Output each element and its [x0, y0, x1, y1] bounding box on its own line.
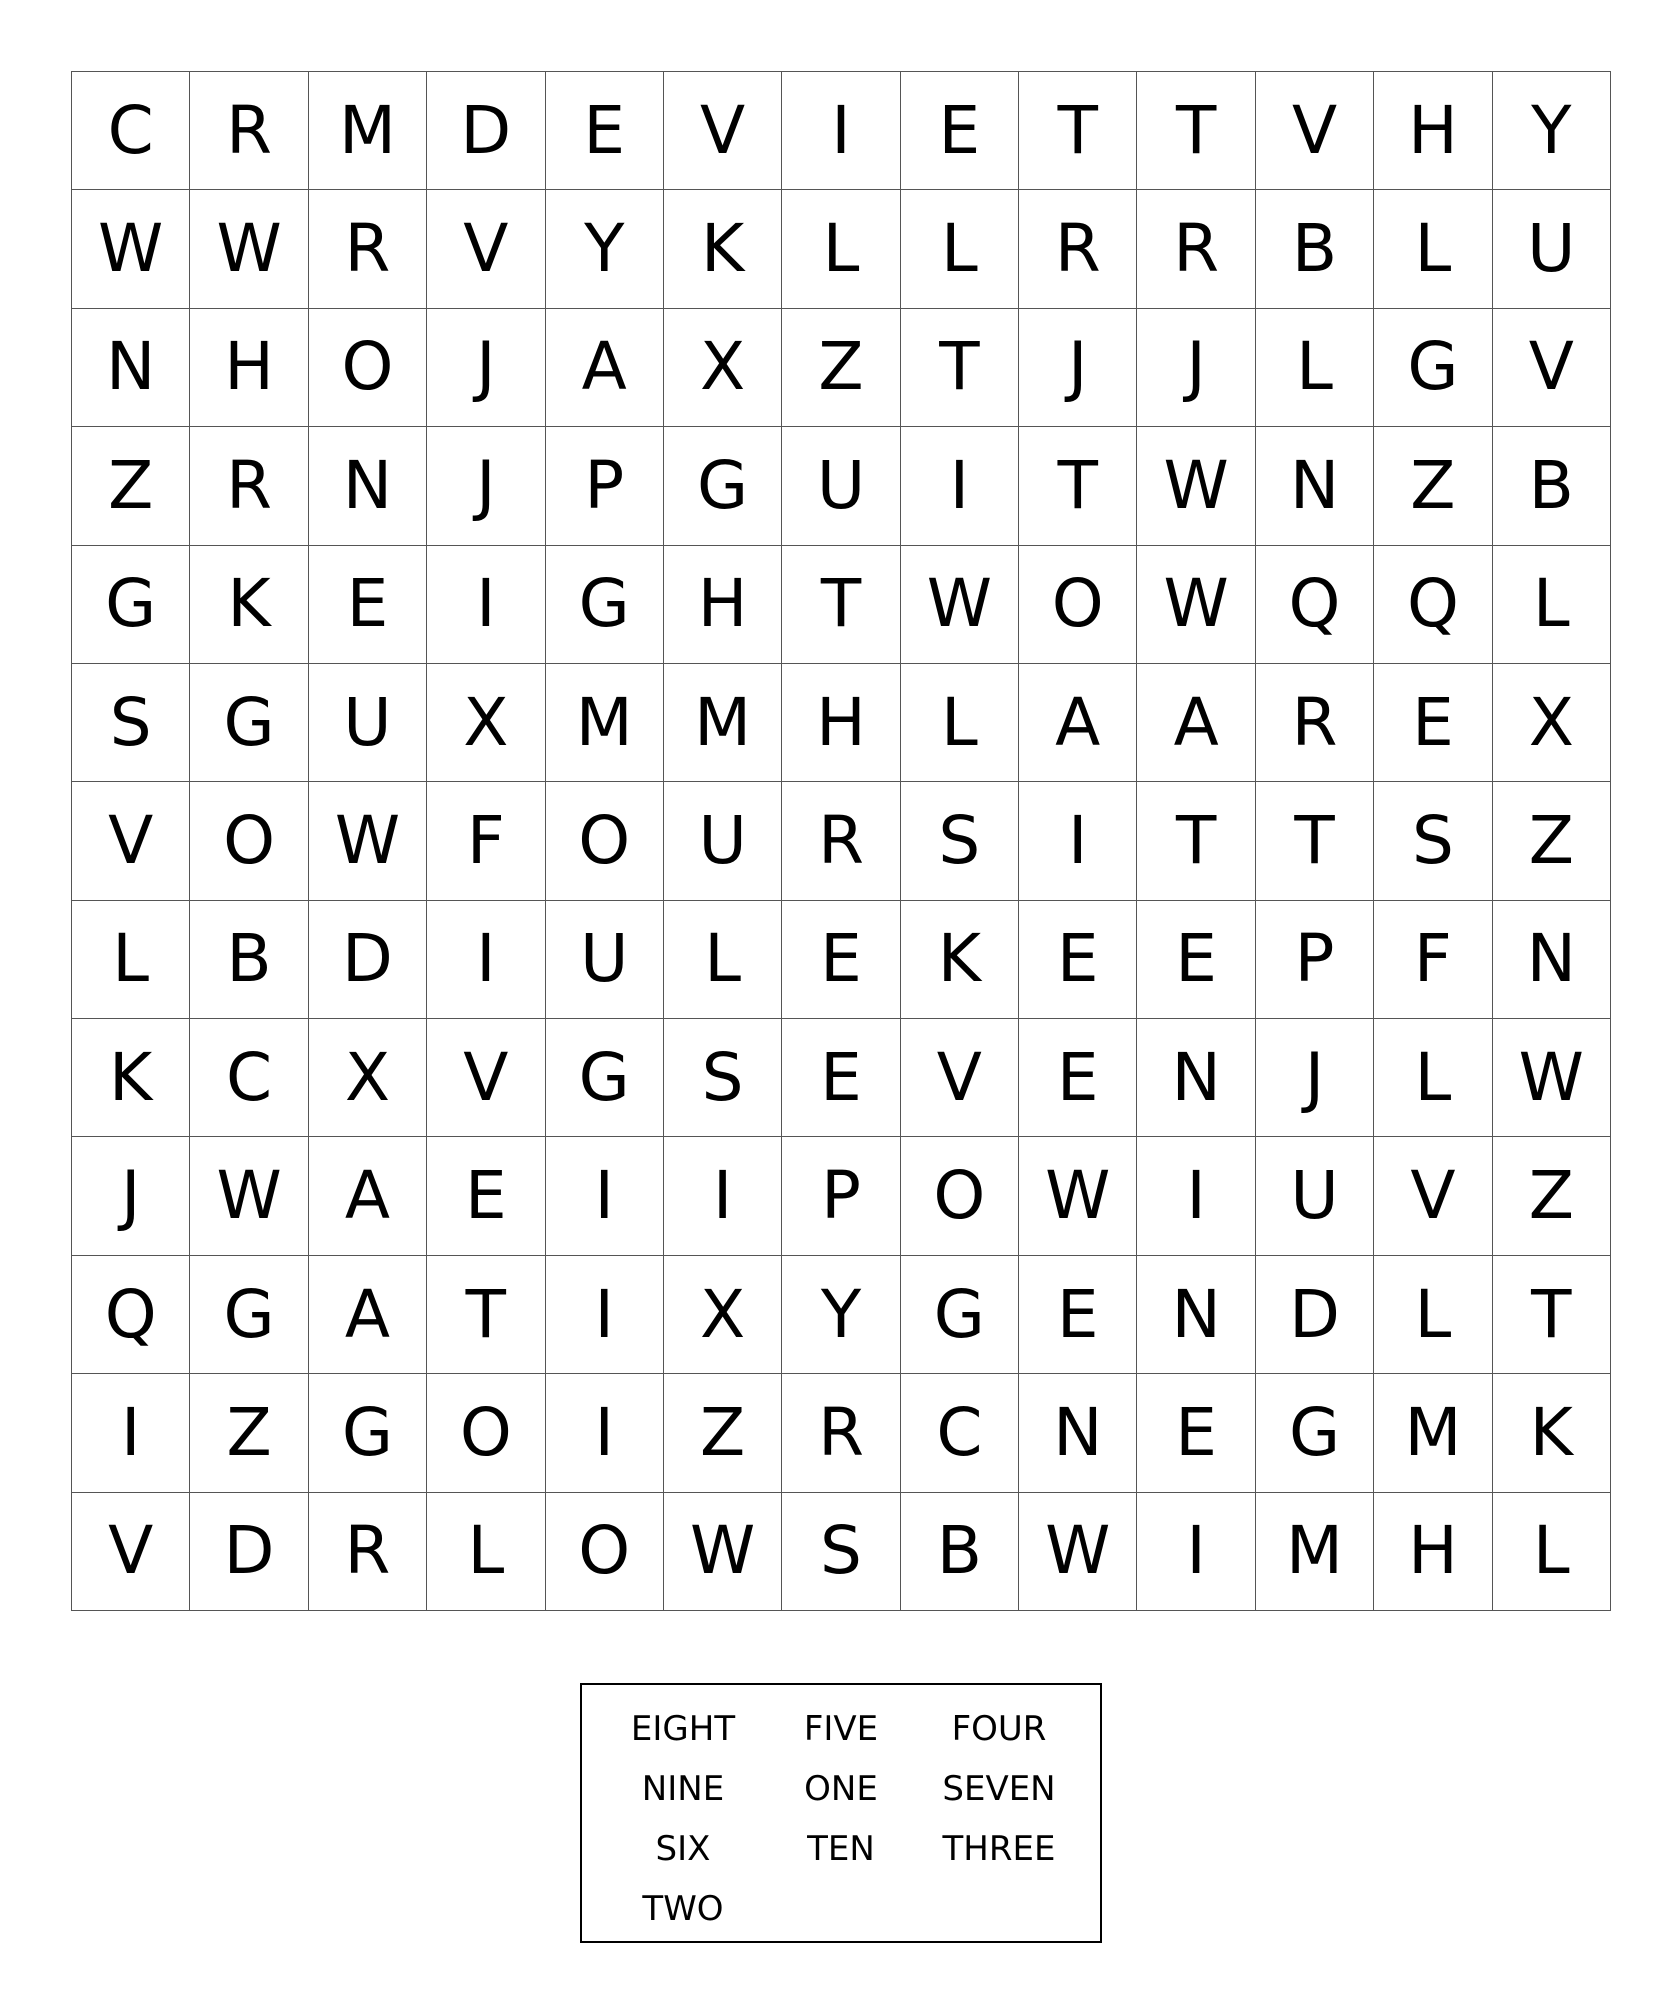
grid-cell[interactable]: N [309, 427, 427, 545]
grid-cell[interactable]: S [901, 782, 1019, 900]
grid-cell[interactable]: X [664, 309, 782, 427]
grid-cell[interactable]: T [1019, 72, 1137, 190]
letter-grid [71, 71, 1611, 1611]
grid-cell[interactable]: O [190, 782, 308, 900]
grid-cell[interactable]: O [901, 1137, 1019, 1255]
grid-cell[interactable]: A [309, 1256, 427, 1374]
grid-cell[interactable]: U [664, 782, 782, 900]
grid-cell[interactable]: A [1137, 664, 1255, 782]
grid-cell[interactable]: R [782, 782, 900, 900]
grid-cell[interactable]: F [427, 782, 545, 900]
grid-cell[interactable]: J [72, 1137, 190, 1255]
grid-cell[interactable]: W [1493, 1019, 1611, 1137]
grid-cell[interactable]: Y [1493, 72, 1611, 190]
grid-cell[interactable]: E [1374, 664, 1492, 782]
grid-cell[interactable]: L [901, 664, 1019, 782]
grid-cell[interactable]: K [1493, 1374, 1611, 1492]
grid-cell[interactable]: U [1256, 1137, 1374, 1255]
word-list-item: SEVEN [942, 1769, 1056, 1809]
grid-cell[interactable]: I [427, 546, 545, 664]
grid-cell[interactable]: X [664, 1256, 782, 1374]
grid-cell[interactable]: L [1374, 1019, 1492, 1137]
grid-cell[interactable]: Z [190, 1374, 308, 1492]
grid-cell[interactable]: P [1256, 901, 1374, 1019]
grid-cell[interactable]: D [427, 72, 545, 190]
grid-cell[interactable]: E [1019, 1256, 1137, 1374]
grid-cell[interactable]: I [901, 427, 1019, 545]
grid-cell[interactable]: H [664, 546, 782, 664]
grid-cell[interactable]: I [664, 1137, 782, 1255]
grid-cell[interactable]: Z [782, 309, 900, 427]
grid-cell[interactable]: A [309, 1137, 427, 1255]
grid-cell[interactable]: J [1137, 309, 1255, 427]
grid-cell[interactable]: I [546, 1374, 664, 1492]
grid-cell[interactable]: E [782, 901, 900, 1019]
grid-cell[interactable]: V [72, 1493, 190, 1611]
grid-cell[interactable]: Z [664, 1374, 782, 1492]
grid-cell[interactable]: L [72, 901, 190, 1019]
grid-cell[interactable]: Z [72, 427, 190, 545]
grid-cell[interactable]: U [1493, 190, 1611, 308]
grid-cell[interactable]: N [1019, 1374, 1137, 1492]
grid-cell[interactable]: G [1256, 1374, 1374, 1492]
grid-cell[interactable]: H [1374, 72, 1492, 190]
grid-cell[interactable]: N [72, 309, 190, 427]
grid-cell[interactable]: Q [72, 1256, 190, 1374]
grid-cell[interactable]: S [1374, 782, 1492, 900]
grid-cell[interactable]: I [1137, 1137, 1255, 1255]
grid-cell[interactable]: W [72, 190, 190, 308]
grid-cell[interactable]: V [901, 1019, 1019, 1137]
grid-cell[interactable]: W [901, 546, 1019, 664]
grid-cell[interactable]: L [664, 901, 782, 1019]
grid-cell[interactable]: N [1137, 1019, 1255, 1137]
grid-cell[interactable]: F [1374, 901, 1492, 1019]
grid-cell[interactable]: E [309, 546, 427, 664]
grid-cell[interactable]: K [190, 546, 308, 664]
grid-cell[interactable]: B [1256, 190, 1374, 308]
grid-cell[interactable]: T [1493, 1256, 1611, 1374]
grid-cell[interactable]: B [190, 901, 308, 1019]
grid-cell[interactable]: K [72, 1019, 190, 1137]
grid-cell[interactable]: D [190, 1493, 308, 1611]
grid-cell[interactable]: G [190, 664, 308, 782]
grid-cell[interactable]: I [546, 1137, 664, 1255]
grid-cell[interactable]: L [1374, 190, 1492, 308]
grid-cell[interactable]: N [1493, 901, 1611, 1019]
grid-cell[interactable]: B [1493, 427, 1611, 545]
grid-cell[interactable]: U [782, 427, 900, 545]
grid-cell[interactable]: J [427, 309, 545, 427]
grid-cell[interactable]: M [664, 664, 782, 782]
grid-cell[interactable]: H [782, 664, 900, 782]
grid-cell[interactable]: O [427, 1374, 545, 1492]
grid-cell[interactable]: S [664, 1019, 782, 1137]
grid-cell[interactable]: L [901, 190, 1019, 308]
grid-cell[interactable]: U [546, 901, 664, 1019]
grid-cell[interactable]: G [72, 546, 190, 664]
grid-cell[interactable]: H [190, 309, 308, 427]
grid-cell[interactable]: P [546, 427, 664, 545]
grid-cell[interactable]: W [664, 1493, 782, 1611]
grid-cell[interactable]: E [1137, 1374, 1255, 1492]
grid-cell[interactable]: M [546, 664, 664, 782]
grid-cell[interactable]: V [427, 190, 545, 308]
grid-cell[interactable]: W [1019, 1493, 1137, 1611]
grid-cell[interactable]: O [309, 309, 427, 427]
grid-cell[interactable]: E [1019, 901, 1137, 1019]
grid-cell[interactable]: R [1256, 664, 1374, 782]
grid-cell[interactable]: K [901, 901, 1019, 1019]
grid-cell[interactable]: N [1256, 427, 1374, 545]
grid-cell[interactable]: S [782, 1493, 900, 1611]
grid-cell[interactable]: O [1019, 546, 1137, 664]
grid-cell[interactable]: G [546, 546, 664, 664]
grid-cell[interactable]: E [1019, 1019, 1137, 1137]
grid-cell[interactable]: T [1019, 427, 1137, 545]
grid-cell[interactable]: W [1019, 1137, 1137, 1255]
grid-cell[interactable]: Q [1256, 546, 1374, 664]
grid-cell[interactable]: A [1019, 664, 1137, 782]
word-list-item: TWO [642, 1889, 724, 1929]
grid-cell[interactable]: V [427, 1019, 545, 1137]
grid-cell[interactable]: X [1493, 664, 1611, 782]
grid-cell[interactable]: G [901, 1256, 1019, 1374]
grid-cell[interactable]: Y [782, 1256, 900, 1374]
grid-cell[interactable]: I [782, 72, 900, 190]
grid-cell[interactable]: M [309, 72, 427, 190]
grid-cell[interactable]: Z [1493, 1137, 1611, 1255]
word-list-item: TEN [807, 1829, 875, 1869]
grid-cell[interactable]: G [309, 1374, 427, 1492]
grid-cell[interactable]: I [1019, 782, 1137, 900]
grid-cell[interactable]: R [309, 190, 427, 308]
word-list [580, 1683, 1102, 1943]
grid-cell[interactable]: T [782, 546, 900, 664]
grid-cell[interactable]: G [190, 1256, 308, 1374]
grid-cell[interactable]: L [427, 1493, 545, 1611]
grid-cell[interactable]: R [309, 1493, 427, 1611]
grid-cell[interactable]: D [309, 901, 427, 1019]
grid-cell[interactable]: L [782, 190, 900, 308]
word-list-item: SIX [655, 1829, 711, 1869]
grid-cell[interactable]: C [72, 72, 190, 190]
grid-cell[interactable]: I [546, 1256, 664, 1374]
word-list-item: ONE [804, 1769, 878, 1809]
grid-cell[interactable]: L [1256, 309, 1374, 427]
grid-cell[interactable]: A [546, 309, 664, 427]
word-list-item: THREE [942, 1829, 1056, 1869]
grid-cell[interactable]: I [72, 1374, 190, 1492]
grid-cell[interactable]: Y [546, 190, 664, 308]
grid-cell[interactable]: X [427, 664, 545, 782]
grid-cell[interactable]: Z [1374, 427, 1492, 545]
grid-cell[interactable]: T [1137, 72, 1255, 190]
grid-cell[interactable]: R [1137, 190, 1255, 308]
word-list-item: FIVE [803, 1709, 879, 1749]
grid-cell[interactable]: R [190, 427, 308, 545]
grid-cell[interactable]: D [1256, 1256, 1374, 1374]
grid-cell[interactable]: V [72, 782, 190, 900]
word-list-item: EIGHT [630, 1709, 736, 1749]
grid-cell[interactable]: T [1137, 782, 1255, 900]
grid-cell[interactable]: O [546, 782, 664, 900]
grid-cell[interactable]: N [1137, 1256, 1255, 1374]
grid-cell[interactable]: W [1137, 546, 1255, 664]
grid-cell[interactable]: R [1019, 190, 1137, 308]
grid-cell[interactable]: T [427, 1256, 545, 1374]
grid-cell[interactable]: V [1493, 309, 1611, 427]
grid-cell[interactable]: V [1256, 72, 1374, 190]
grid-cell[interactable]: M [1374, 1374, 1492, 1492]
grid-cell[interactable]: J [1256, 1019, 1374, 1137]
grid-cell[interactable]: E [782, 1019, 900, 1137]
grid-cell[interactable]: T [1256, 782, 1374, 900]
grid-cell[interactable]: P [782, 1137, 900, 1255]
grid-cell[interactable]: Q [1374, 546, 1492, 664]
grid-cell[interactable]: Z [1493, 782, 1611, 900]
grid-cell[interactable]: W [1137, 427, 1255, 545]
word-list-item: FOUR [951, 1709, 1047, 1749]
grid-cell[interactable]: J [427, 427, 545, 545]
grid-cell[interactable]: I [427, 901, 545, 1019]
grid-cell[interactable]: G [1374, 309, 1492, 427]
grid-cell[interactable]: C [190, 1019, 308, 1137]
grid-cell[interactable]: R [190, 72, 308, 190]
grid-cell[interactable]: M [1256, 1493, 1374, 1611]
grid-cell[interactable]: S [72, 664, 190, 782]
grid-cell[interactable]: W [309, 782, 427, 900]
grid-cell[interactable]: W [190, 190, 308, 308]
grid-cell[interactable]: V [664, 72, 782, 190]
grid-cell[interactable]: J [1019, 309, 1137, 427]
grid-cell[interactable]: C [901, 1374, 1019, 1492]
grid-cell[interactable]: E [546, 72, 664, 190]
grid-cell[interactable]: V [1374, 1137, 1492, 1255]
grid-cell[interactable]: G [664, 427, 782, 545]
grid-cell[interactable]: B [901, 1493, 1019, 1611]
word-list-item: NINE [641, 1769, 725, 1809]
grid-cell[interactable]: L [1493, 1493, 1611, 1611]
grid-cell[interactable]: L [1493, 546, 1611, 664]
grid-cell[interactable]: W [190, 1137, 308, 1255]
grid-cell[interactable]: R [782, 1374, 900, 1492]
grid-cell[interactable]: I [1137, 1493, 1255, 1611]
grid-cell[interactable]: E [427, 1137, 545, 1255]
grid-cell[interactable]: E [1137, 901, 1255, 1019]
grid-cell[interactable]: K [664, 190, 782, 308]
grid-cell[interactable]: L [1374, 1256, 1492, 1374]
grid-cell[interactable]: T [901, 309, 1019, 427]
grid-cell[interactable]: O [546, 1493, 664, 1611]
grid-cell[interactable]: U [309, 664, 427, 782]
grid-cell[interactable]: E [901, 72, 1019, 190]
grid-cell[interactable]: X [309, 1019, 427, 1137]
grid-cell[interactable]: H [1374, 1493, 1492, 1611]
grid-cell[interactable]: G [546, 1019, 664, 1137]
